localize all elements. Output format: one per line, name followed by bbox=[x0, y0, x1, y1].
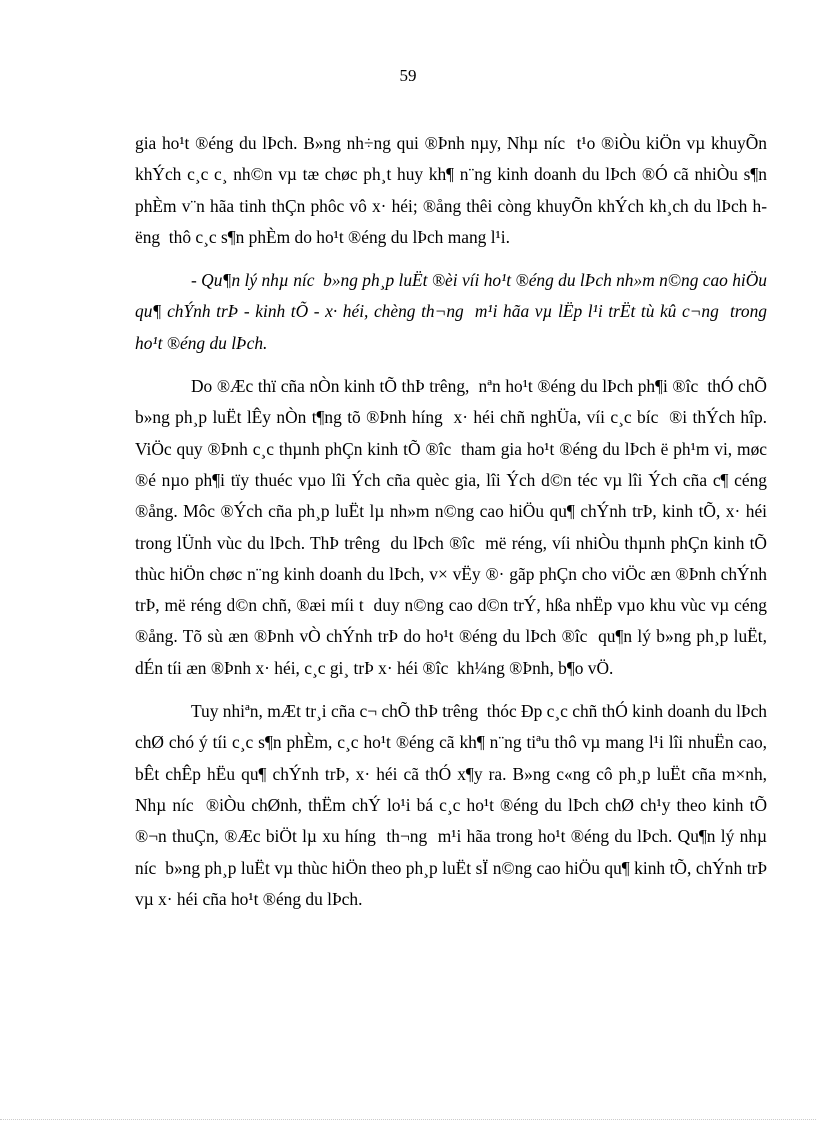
paragraph-2-italic: - Qu¶n lý nhµ níc b»ng ph¸p luËt ®èi víi ho¹t ®éng du lÞch nh»m n©ng cao hiÖu qu¶ chÝnh trÞ - kinh tÕ - x· héi, chèng th¬ng m¹i hãa vµ lËp l¹i trËt tù kû c¬ng trong ho¹t ®éng du lÞch. bbox=[135, 270, 772, 353]
paragraph-3: Do ®Æc thï cña nÒn kinh tÕ thÞ trêng, nªn ho¹t ®éng du lÞch ph¶i ®îc thÓ chÕ b»ng ph¸p luËt lÊy nÒn t¶ng tõ ®Þnh híng x· héi chñ nghÜa, víi c¸c bíc ®i thÝch hîp. ViÖc quy ®Þnh c¸c thµnh phÇn kinh tÕ ®îc tham gia ho¹t ®éng du lÞch ë ph¹m vi, møc ®é nµo ph¶i tïy thuéc vµo lîi Ých cña quèc gia, lîi Ých d©n téc vµ lîi Ých cña c¶ céng ®ång. Môc ®Ých cña ph¸p luËt lµ nh»m n©ng cao hiÖu qu¶ chÝnh trÞ, kinh tÕ, x· héi trong lÜnh vùc du lÞch. ThÞ trêng du lÞch ®îc më réng, víi nhiÒu thµnh phÇn kinh tÕ thùc hiÖn chøc n¨ng kinh doanh du lÞch, v× vËy ®· gãp phÇn cho viÖc æn ®Þnh chÝnh trÞ, më réng d©n chñ, ®æi míi t duy n©ng cao d©n trÝ, hßa nhËp vµo khu vùc vµ céng ®ång. Tõ sù æn ®Þnh vÒ chÝnh trÞ do ho¹t ®éng du lÞch ®îc qu¶n lý b»ng ph¸p luËt, dÉn tíi æn ®Þnh x· héi, c¸c gi¸ trÞ x· héi ®îc kh¼ng ®Þnh, b¶o vÖ. bbox=[135, 376, 772, 678]
paragraph-4: Tuy nhiªn, mÆt tr¸i cña c¬ chÕ thÞ trêng thóc Ðp c¸c chñ thÓ kinh doanh du lÞch chØ chó ý tíi c¸c s¶n phÈm, c¸c ho¹t ®éng cã kh¶ n¨ng tiªu thô vµ mang l¹i lîi nhuËn cao, bÊt chÊp hËu qu¶ chÝnh trÞ, x· héi cã thÓ x¶y ra. B»ng c«ng cô ph¸p luËt cña m×nh, Nhµ níc ®iÒu chØnh, thËm chÝ lo¹i bá c¸c ho¹t ®éng du lÞch chØ ch¹y theo kinh tÕ ®¬n thuÇn, ®Æc biÖt lµ xu híng th¬ng m¹i hãa trong ho¹t ®éng du lÞch. Qu¶n lý nhµ níc b»ng ph¸p luËt vµ thùc hiÖn theo ph¸p luËt sÏ n©ng cao hiÖu qu¶ kinh tÕ, chÝnh trÞ vµ x· héi cña ho¹t ®éng du lÞch. bbox=[135, 701, 772, 909]
page-number: 59 bbox=[399, 66, 417, 85]
page-bottom-border bbox=[0, 1119, 816, 1120]
paragraph-1: gia ho¹t ®éng du lÞch. B»ng nh÷ng qui ®Þnh nµy, Nhµ níc t¹o ®iÒu kiÖn vµ khuyÕn khÝch c¸c c¸ nh©n vµ tæ chøc ph¸t huy kh¶ n¨ng kinh doanh du lÞch ®Ó cã nhiÒu s¶n phÈm v¨n hãa tinh thÇn phôc vô x· héi; ®ång thêi còng khuyÕn khÝch kh¸ch du lÞch hëng thô c¸c s¶n phÈm do ho¹t ®éng du lÞch mang l¹i. bbox=[135, 133, 772, 247]
document-body bbox=[135, 128, 772, 927]
